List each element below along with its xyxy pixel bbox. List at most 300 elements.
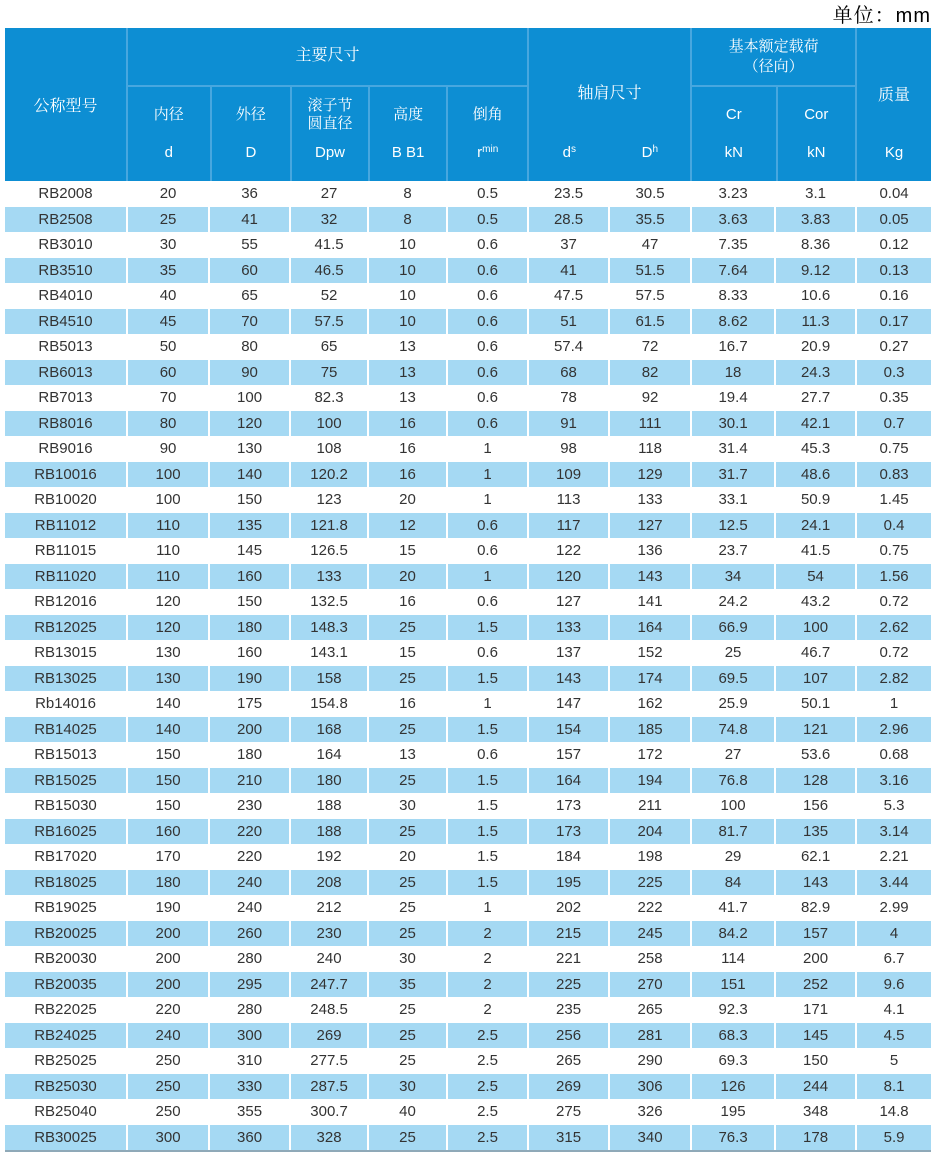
cell-D: 230 [208, 793, 289, 819]
cell-B: 35 [367, 972, 446, 998]
cell-D: 220 [208, 819, 289, 845]
cell-Dh: 51.5 [608, 258, 690, 284]
cell-Dh: 72 [608, 334, 690, 360]
cell-model: RB17020 [34, 848, 97, 866]
cell-d: 40 [126, 283, 208, 309]
subcolumn-B [368, 87, 447, 181]
cell-D: 260 [208, 921, 289, 947]
cell-B: 13 [367, 334, 446, 360]
table-row [5, 334, 931, 360]
cell-model: RB3510 [38, 261, 93, 279]
cell-Cor: 128 [774, 768, 855, 794]
cell-Kg: 2.96 [855, 717, 931, 743]
cell-Dpw: 57.5 [289, 309, 367, 335]
subcolumn-Cr [692, 87, 775, 181]
cell-r: 2 [446, 997, 527, 1023]
cell-model: RB3010 [38, 236, 93, 254]
cell-r: 1.5 [446, 717, 527, 743]
cell-ds: 265 [527, 1048, 608, 1074]
cell-Cor: 42.1 [774, 411, 855, 437]
cell-d: 90 [126, 436, 208, 462]
cell-D: 160 [208, 564, 289, 590]
cell-r: 1 [446, 487, 527, 513]
cell-r: 0.6 [446, 283, 527, 309]
cell-Cr: 66.9 [690, 615, 774, 641]
cell-ds: 78 [527, 385, 608, 411]
cell-Dh: 141 [608, 589, 690, 615]
cell-r: 1.5 [446, 615, 527, 641]
cell-D: 65 [208, 283, 289, 309]
cell-d: 30 [126, 232, 208, 258]
cell-Kg: 5 [855, 1048, 931, 1074]
cell-d: 140 [126, 717, 208, 743]
cell-Dpw: 108 [289, 436, 367, 462]
cell-Cr: 31.7 [690, 462, 774, 488]
cell-d: 70 [126, 385, 208, 411]
cell-Kg: 0.12 [855, 232, 931, 258]
cell-Cor: 43.2 [774, 589, 855, 615]
cell-Dpw: 46.5 [289, 258, 367, 284]
cell-r: 2.5 [446, 1125, 527, 1151]
cell-d: 160 [126, 819, 208, 845]
header-model: 公称型号 [33, 98, 98, 115]
cell-Cr: 33.1 [690, 487, 774, 513]
cell-Kg: 0.04 [855, 181, 931, 207]
cell-d: 220 [126, 997, 208, 1023]
cell-D: 240 [208, 895, 289, 921]
cell-r: 2 [446, 921, 527, 947]
cell-d: 170 [126, 844, 208, 870]
cell-ds: 28.5 [527, 207, 608, 233]
cell-d: 150 [126, 768, 208, 794]
cell-ds: 164 [527, 768, 608, 794]
cell-Dpw: 65 [289, 334, 367, 360]
cell-r: 1.5 [446, 819, 527, 845]
cell-Dh: 30.5 [608, 181, 690, 207]
cell-Cor: 3.83 [774, 207, 855, 233]
cell-Cr: 29 [690, 844, 774, 870]
shoulder-symbol: d s [562, 144, 576, 161]
load-group-line2: （径向） [743, 57, 804, 75]
cell-B: 10 [367, 309, 446, 335]
cell-Kg: 14.8 [855, 1099, 931, 1125]
cell-B: 40 [367, 1099, 446, 1125]
subcolumn-unit: kN [807, 144, 826, 161]
cell-model: RB13025 [34, 669, 97, 687]
cell-Dh: 129 [608, 462, 690, 488]
cell-Dpw: 32 [289, 207, 367, 233]
cell-Cr: 76.3 [690, 1125, 774, 1151]
cell-Cr: 34 [690, 564, 774, 590]
cell-ds: 133 [527, 615, 608, 641]
cell-Cr: 92.3 [690, 997, 774, 1023]
cell-Cor: 27.7 [774, 385, 855, 411]
header-load-group-label [692, 28, 855, 87]
cell-D: 130 [208, 436, 289, 462]
cell-r: 0.6 [446, 385, 527, 411]
cell-D: 200 [208, 717, 289, 743]
table-row [5, 844, 931, 870]
cell-Kg: 0.75 [855, 538, 931, 564]
table-row [5, 589, 931, 615]
table-row [5, 283, 931, 309]
cell-Dh: 340 [608, 1125, 690, 1151]
cell-r: 1 [446, 564, 527, 590]
cell-ds: 157 [527, 742, 608, 768]
cell-Cor: 200 [774, 946, 855, 972]
cell-Cr: 19.4 [690, 385, 774, 411]
table-row [5, 921, 931, 947]
cell-Cr: 8.62 [690, 309, 774, 335]
cell-B: 25 [367, 870, 446, 896]
cell-Dpw: 132.5 [289, 589, 367, 615]
cell-Dh: 290 [608, 1048, 690, 1074]
cell-d: 250 [126, 1048, 208, 1074]
cell-ds: 91 [527, 411, 608, 437]
cell-Cr: 25.9 [690, 691, 774, 717]
cell-B: 8 [367, 207, 446, 233]
cell-Kg: 3.14 [855, 819, 931, 845]
cell-Cor: 10.6 [774, 283, 855, 309]
cell-Cr: 84.2 [690, 921, 774, 947]
table-row [5, 1048, 931, 1074]
cell-r: 1.5 [446, 768, 527, 794]
cell-Cor: 3.1 [774, 181, 855, 207]
cell-Kg: 0.17 [855, 309, 931, 335]
cell-model: RB12016 [34, 593, 97, 611]
cell-Cr: 126 [690, 1074, 774, 1100]
cell-D: 295 [208, 972, 289, 998]
cell-Dpw: 148.3 [289, 615, 367, 641]
subcolumn-name: 滚子节 圆直径 [307, 96, 353, 132]
subcolumn-unit: kN [724, 144, 743, 161]
cell-B: 16 [367, 411, 446, 437]
cell-Dh: 194 [608, 768, 690, 794]
cell-Dpw: 208 [289, 870, 367, 896]
table-row [5, 691, 931, 717]
cell-D: 80 [208, 334, 289, 360]
subcolumn-name: Cr [725, 105, 742, 123]
cell-Cr: 3.23 [690, 181, 774, 207]
cell-D: 70 [208, 309, 289, 335]
table-row [5, 360, 931, 386]
cell-r: 2.5 [446, 1074, 527, 1100]
cell-model: RB2008 [38, 185, 93, 203]
cell-r: 0.6 [446, 232, 527, 258]
cell-B: 12 [367, 513, 446, 539]
cell-B: 20 [367, 487, 446, 513]
cell-Kg: 3.16 [855, 768, 931, 794]
cell-Kg: 1 [855, 691, 931, 717]
cell-d: 130 [126, 666, 208, 692]
cell-Dpw: 230 [289, 921, 367, 947]
cell-Cr: 69.5 [690, 666, 774, 692]
table-row [5, 640, 931, 666]
cell-model: RB25040 [34, 1103, 97, 1121]
cell-D: 180 [208, 615, 289, 641]
table-row [5, 538, 931, 564]
cell-Dpw: 180 [289, 768, 367, 794]
cell-Kg: 3.44 [855, 870, 931, 896]
cell-Dpw: 121.8 [289, 513, 367, 539]
cell-Cor: 150 [774, 1048, 855, 1074]
table-row [5, 717, 931, 743]
cell-Dh: 133 [608, 487, 690, 513]
cell-d: 110 [126, 513, 208, 539]
cell-Cr: 81.7 [690, 819, 774, 845]
cell-Kg: 0.27 [855, 334, 931, 360]
cell-B: 16 [367, 436, 446, 462]
cell-r: 0.5 [446, 207, 527, 233]
cell-Dh: 143 [608, 564, 690, 590]
cell-Kg: 0.13 [855, 258, 931, 284]
cell-Dpw: 247.7 [289, 972, 367, 998]
cell-model: RB20035 [34, 975, 97, 993]
cell-B: 10 [367, 258, 446, 284]
cell-Dpw: 123 [289, 487, 367, 513]
cell-Dh: 111 [608, 411, 690, 437]
table-row [5, 513, 931, 539]
cell-Dpw: 133 [289, 564, 367, 590]
cell-r: 2.5 [446, 1099, 527, 1125]
load-subcolumns [692, 87, 855, 181]
header-group-main-dimensions [126, 28, 527, 181]
cell-Dh: 92 [608, 385, 690, 411]
cell-d: 120 [126, 615, 208, 641]
cell-Dpw: 269 [289, 1023, 367, 1049]
cell-Cor: 54 [774, 564, 855, 590]
cell-model: RB7013 [38, 389, 93, 407]
cell-Cor: 156 [774, 793, 855, 819]
cell-ds: 195 [527, 870, 608, 896]
table-row [5, 207, 931, 233]
cell-model: RB30025 [34, 1128, 97, 1146]
table-row [5, 946, 931, 972]
header-group-load-rating [690, 28, 855, 181]
cell-ds: 47.5 [527, 283, 608, 309]
cell-Dpw: 27 [289, 181, 367, 207]
cell-Dpw: 212 [289, 895, 367, 921]
cell-Cor: 348 [774, 1099, 855, 1125]
cell-D: 220 [208, 844, 289, 870]
cell-Cr: 31.4 [690, 436, 774, 462]
cell-B: 25 [367, 1023, 446, 1049]
main-dim-subcolumns [128, 87, 527, 181]
cell-d: 200 [126, 946, 208, 972]
cell-D: 135 [208, 513, 289, 539]
cell-D: 150 [208, 589, 289, 615]
cell-Dpw: 158 [289, 666, 367, 692]
cell-B: 25 [367, 1125, 446, 1151]
cell-Cor: 20.9 [774, 334, 855, 360]
cell-r: 1.5 [446, 844, 527, 870]
cell-ds: 122 [527, 538, 608, 564]
cell-Dh: 225 [608, 870, 690, 896]
cell-B: 20 [367, 844, 446, 870]
cell-Cor: 45.3 [774, 436, 855, 462]
cell-r: 1.5 [446, 666, 527, 692]
cell-Kg: 2.21 [855, 844, 931, 870]
cell-B: 25 [367, 819, 446, 845]
cell-d: 200 [126, 921, 208, 947]
cell-Cr: 8.33 [690, 283, 774, 309]
cell-d: 250 [126, 1099, 208, 1125]
cell-D: 355 [208, 1099, 289, 1125]
cell-Dh: 204 [608, 819, 690, 845]
cell-Dpw: 287.5 [289, 1074, 367, 1100]
cell-ds: 98 [527, 436, 608, 462]
cell-Cor: 135 [774, 819, 855, 845]
cell-Kg: 0.72 [855, 640, 931, 666]
cell-Dpw: 168 [289, 717, 367, 743]
table-header [5, 28, 931, 181]
cell-ds: 23.5 [527, 181, 608, 207]
header-main-group-label: 主要尺寸 [128, 28, 527, 87]
table-row [5, 385, 931, 411]
cell-r: 0.5 [446, 181, 527, 207]
shoulder-symbol: D h [641, 144, 659, 161]
cell-B: 25 [367, 921, 446, 947]
cell-ds: 143 [527, 666, 608, 692]
cell-Cr: 12.5 [690, 513, 774, 539]
cell-d: 20 [126, 181, 208, 207]
subcolumn-name: 外径 [235, 105, 266, 123]
cell-model: RB4510 [38, 312, 93, 330]
cell-r: 1 [446, 895, 527, 921]
cell-Cor: 53.6 [774, 742, 855, 768]
header-group-shoulder [527, 28, 690, 181]
cell-D: 120 [208, 411, 289, 437]
cell-Dpw: 41.5 [289, 232, 367, 258]
cell-Kg: 8.1 [855, 1074, 931, 1100]
cell-model: RB19025 [34, 899, 97, 917]
cell-Dh: 35.5 [608, 207, 690, 233]
cell-D: 60 [208, 258, 289, 284]
cell-Dh: 172 [608, 742, 690, 768]
cell-D: 330 [208, 1074, 289, 1100]
cell-D: 310 [208, 1048, 289, 1074]
cell-r: 0.6 [446, 589, 527, 615]
cell-B: 16 [367, 462, 446, 488]
cell-d: 35 [126, 258, 208, 284]
cell-Dh: 198 [608, 844, 690, 870]
cell-Dpw: 300.7 [289, 1099, 367, 1125]
cell-B: 10 [367, 283, 446, 309]
cell-model: RB13015 [34, 644, 97, 662]
cell-ds: 120 [527, 564, 608, 590]
cell-Dh: 245 [608, 921, 690, 947]
cell-Cr: 30.1 [690, 411, 774, 437]
cell-r: 0.6 [446, 640, 527, 666]
cell-B: 25 [367, 615, 446, 641]
subcolumn-name: 高度 [393, 105, 424, 123]
cell-r: 0.6 [446, 538, 527, 564]
cell-r: 0.6 [446, 309, 527, 335]
cell-r: 0.6 [446, 742, 527, 768]
cell-B: 30 [367, 1074, 446, 1100]
cell-Dh: 306 [608, 1074, 690, 1100]
cell-d: 100 [126, 462, 208, 488]
cell-d: 200 [126, 972, 208, 998]
cell-ds: 51 [527, 309, 608, 335]
cell-Dh: 211 [608, 793, 690, 819]
cell-Cr: 3.63 [690, 207, 774, 233]
cell-Kg: 5.9 [855, 1125, 931, 1151]
cell-D: 41 [208, 207, 289, 233]
cell-r: 1.5 [446, 870, 527, 896]
table-row [5, 870, 931, 896]
cell-Dpw: 328 [289, 1125, 367, 1151]
cell-Dh: 47 [608, 232, 690, 258]
table-row [5, 819, 931, 845]
cell-D: 100 [208, 385, 289, 411]
cell-D: 300 [208, 1023, 289, 1049]
cell-model: RB15013 [34, 746, 97, 764]
subcolumn-Dpw [290, 87, 368, 181]
cell-Cor: 48.6 [774, 462, 855, 488]
table-row [5, 309, 931, 335]
cell-r: 0.6 [446, 513, 527, 539]
cell-Dh: 57.5 [608, 283, 690, 309]
cell-Dpw: 164 [289, 742, 367, 768]
cell-B: 25 [367, 717, 446, 743]
cell-B: 15 [367, 538, 446, 564]
table-body [5, 181, 931, 1152]
cell-Cr: 68.3 [690, 1023, 774, 1049]
cell-ds: 137 [527, 640, 608, 666]
table-row [5, 666, 931, 692]
table-row [5, 972, 931, 998]
bearing-spec-table [5, 28, 931, 1152]
cell-Dh: 162 [608, 691, 690, 717]
cell-model: RB8016 [38, 414, 93, 432]
cell-Dh: 118 [608, 436, 690, 462]
cell-ds: 225 [527, 972, 608, 998]
cell-Cr: 100 [690, 793, 774, 819]
cell-d: 80 [126, 411, 208, 437]
unit-label: 单位：mm [832, 5, 931, 27]
cell-B: 25 [367, 1048, 446, 1074]
subcolumn-symbol: r min [477, 144, 499, 161]
cell-Cr: 18 [690, 360, 774, 386]
cell-D: 175 [208, 691, 289, 717]
cell-Dpw: 143.1 [289, 640, 367, 666]
load-group-line1: 基本额定载荷 [728, 38, 819, 55]
cell-D: 240 [208, 870, 289, 896]
cell-model: RB11020 [34, 567, 97, 585]
cell-d: 240 [126, 1023, 208, 1049]
cell-Kg: 0.16 [855, 283, 931, 309]
cell-model: RB10020 [34, 491, 97, 509]
header-mass-unit: Kg [884, 144, 904, 161]
cell-Dh: 185 [608, 717, 690, 743]
table-row [5, 768, 931, 794]
cell-Kg: 0.3 [855, 360, 931, 386]
cell-Dpw: 248.5 [289, 997, 367, 1023]
cell-Cor: 100 [774, 615, 855, 641]
cell-D: 160 [208, 640, 289, 666]
cell-model: RB4010 [38, 287, 93, 305]
cell-model: RB14025 [34, 720, 97, 738]
cell-Cor: 46.7 [774, 640, 855, 666]
cell-Cor: 41.5 [774, 538, 855, 564]
cell-d: 110 [126, 564, 208, 590]
table-row [5, 793, 931, 819]
cell-Cor: 252 [774, 972, 855, 998]
cell-Cor: 178 [774, 1125, 855, 1151]
cell-D: 36 [208, 181, 289, 207]
cell-Cor: 107 [774, 666, 855, 692]
